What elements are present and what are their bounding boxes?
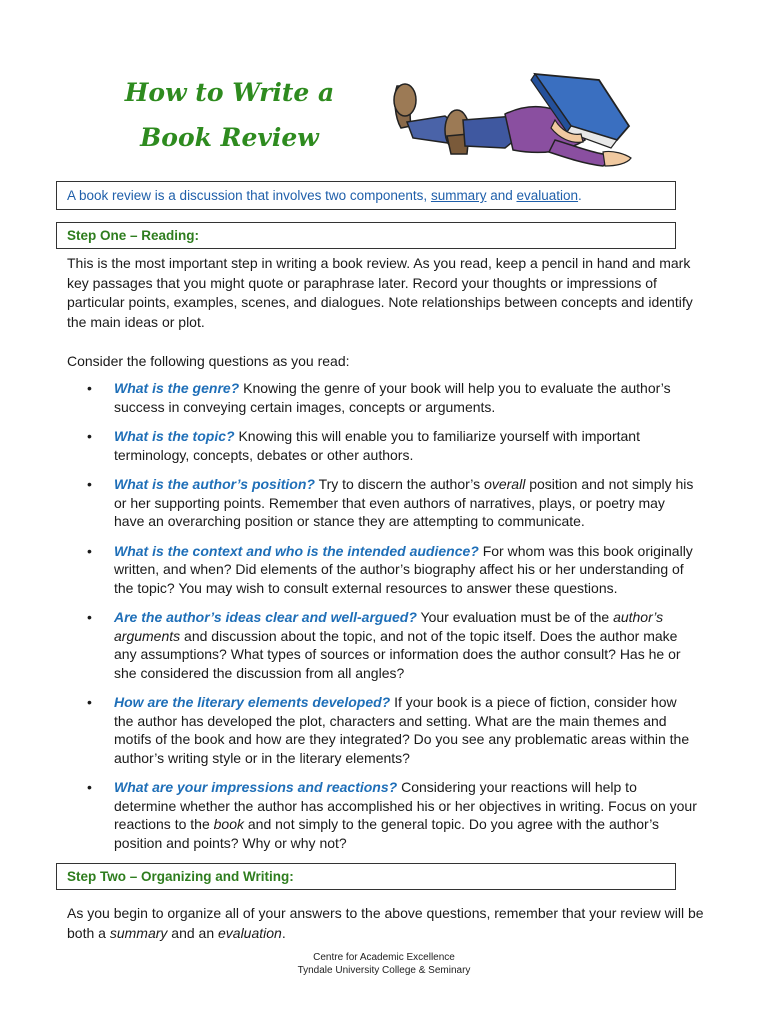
question-heading: How are the literary elements developed?	[114, 694, 391, 710]
list-item	[87, 542, 697, 598]
step-two-paragraph	[67, 904, 707, 943]
question-list	[87, 379, 697, 863]
footer-line-2: Tyndale University College & Seminary	[297, 965, 471, 976]
question-text: Knowing the genre of your book will help you to evaluate the author’s success in conveying certain images, concepts or arguments.	[114, 380, 671, 415]
page-title-line-2: Book Review	[140, 123, 319, 152]
step-one-heading: Step One – Reading:	[67, 228, 200, 243]
bullet-icon: •	[87, 609, 92, 625]
footer-line-1: Centre for Academic Excellence	[313, 952, 455, 963]
evaluation-link[interactable]: evaluation	[516, 188, 579, 203]
question-heading: What is the genre?	[114, 380, 240, 396]
reader-sleeping-under-book-illustration	[385, 70, 645, 180]
step-one-paragraph: This is the most important step in writing a book review. As you read, keep a pencil in hand and mark key passages that you might quote or paraphrase later. Record your thoughts or impressions of particular points, examples, scenes, and dialogues. Note relationships between concepts and identify the main ideas or plot.	[67, 255, 693, 330]
bullet-icon: •	[87, 694, 92, 710]
bullet-icon: •	[87, 542, 92, 559]
list-item	[87, 475, 697, 531]
step-two-evaluation: evaluation	[218, 924, 282, 941]
question-text: and not simply to the general topic. Do you agree with the author’s position and points? Why or why not?	[114, 816, 660, 851]
question-text: Try to discern the author’s	[314, 476, 485, 492]
intro-text: A book review is a discussion that involves two components,	[67, 188, 431, 203]
step-two-text: As you begin to organize all of your answers to the above questions, remember that your review will be both a	[67, 905, 704, 941]
bullet-icon: •	[87, 428, 92, 444]
question-text: If your book is a piece of fiction, consider how the author has developed the plot, characters and setting. What are the main themes and motifs of the book and how are they integrated? Do you see any problematic areas within the author’s writing style or in the literary elements?	[114, 694, 690, 766]
list-item	[87, 693, 697, 767]
intro-and: and	[486, 188, 517, 203]
step-two-heading-box	[56, 863, 676, 890]
bullet-icon: •	[87, 380, 92, 396]
step-two-text: and an	[167, 924, 218, 941]
question-heading: Are the author’s ideas clear and well-argued?	[114, 609, 417, 625]
footer	[0, 951, 768, 977]
question-emphasis: author’s arguments	[114, 609, 664, 644]
step-one-heading-box	[56, 222, 676, 249]
intro-period: .	[578, 188, 582, 203]
step-two-heading: Step Two – Organizing and Writing:	[67, 869, 294, 884]
step-two-summary: summary	[109, 924, 168, 941]
list-item	[87, 608, 697, 682]
summary-link[interactable]: summary	[430, 188, 487, 203]
bullet-icon: •	[87, 476, 92, 492]
list-item	[87, 379, 697, 416]
intro-box	[56, 181, 676, 210]
question-emphasis: book	[213, 816, 244, 832]
consider-line: Consider the following questions as you read:	[67, 353, 350, 369]
question-text: Your evaluation must be of the	[416, 609, 614, 625]
bullet-icon: •	[87, 779, 92, 795]
list-item	[87, 427, 697, 464]
list-item	[87, 778, 697, 852]
question-text: and discussion about the topic, and not of the topic itself. Does the author make any assumptions? What types of sources or information does the author consult? Has he or she considered the discussion from all angles?	[114, 627, 681, 681]
question-heading: What are your impressions and reactions?	[114, 779, 398, 795]
page-title-line-1: How to Write a	[124, 78, 335, 107]
question-heading: What is the topic?	[114, 428, 235, 444]
question-text: For whom was this book originally written, and when? Did elements of the author’s biography affect his or her understanding of the topic? You may wish to consult external resources to answer these questions.	[114, 542, 693, 596]
question-heading: What is the context and who is the intended audience?	[114, 542, 479, 559]
question-text: Knowing this will enable you to familiarize yourself with important terminology, concepts, debates or other authors.	[114, 428, 640, 463]
question-heading: What is the author’s position?	[114, 476, 315, 492]
question-text: Considering your reactions will help to determine whether the author has accomplished his or her objectives in writing. Focus on your reactions to the	[114, 779, 697, 832]
question-text: position and not simply his or her supporting points. Remember that even authors of narratives, plays, or poetry may have an overarching position or stance they are attempting to communicate.	[114, 476, 694, 529]
step-two-text: .	[281, 924, 286, 941]
question-emphasis: overall	[484, 476, 526, 492]
